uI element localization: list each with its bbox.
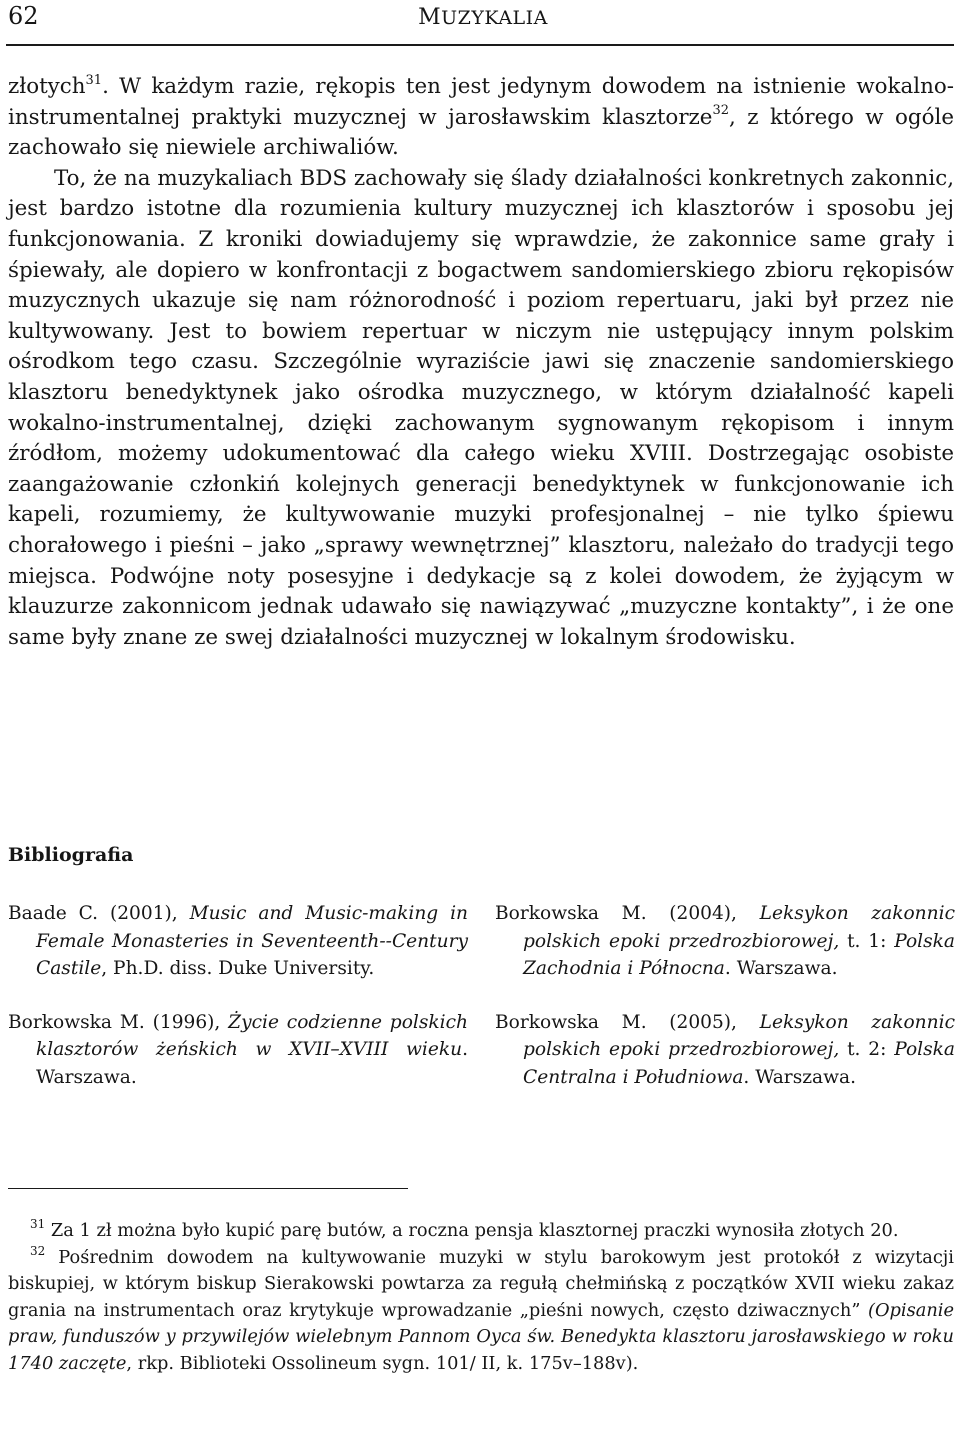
paragraph-2: To, że na muzykaliach BDS zachowały się ślady działalności konkretnych zakonnic, jest bardzo istotne dla rozumienia kultury muzycznej ich klasztorów i sposobu jej funkcjonowania. Z kroniki dowiadujemy się wprawdzie, że zakonnice same grały i śpiewały, ale dopiero w konfrontacji z bogactwem sandomierskiego zbioru rękopisów muzycznych ukazuje się nam różnorodność i poziom repertuaru, jaki był przez nie kultywowany. Jest to bowiem repertuar w niczym nie ustępujący innym polskim ośrodkom tego czasu. Szczególnie wyraziście jawi się znaczenie sandomierskiego klasztoru benedyktynek jako ośrodka muzycznego, w którym działalność kapeli wokalno-instrumentalnej, dzięki zachowanym sygnowanym rękopisom i innym źródłom, możemy udokumentować dla całego wieku XVIII. Dostrzegając osobiste zaangażowanie członkiń kolejnych generacji benedyktynek w funkcjonowanie ich kapeli, rozumiemy, że kultywowanie muzyki profesjonalnej – nie tylko śpiewu chorałowego i pieśni – jako „sprawy wewnętrznej” klasztoru, należało do tradycji tego miejsca. Podwójne noty posesyjne i dedykacje są z kolei dowodem, że żyjącym w klauzurze zakonnicom jednak udawało się nawiązywać „muzyczne kontakty”, i że one same były znane ze swej działalności muzycznej w lokalnym środowisku. <box>8 165 954 650</box>
bib-publication: , Ph.D. diss. Duke University. <box>101 958 375 980</box>
running-head-rest: UZYKALIA <box>441 7 548 29</box>
bibliography-heading: Bibliografia <box>8 844 134 866</box>
paragraph-1-part-c: , z którego w ogóle zachowało się niewiele archiwaliów. <box>8 104 954 161</box>
bib-volume: t. 1: <box>839 930 895 952</box>
running-head <box>8 6 958 30</box>
bib-title: Życie codzienne polskich klasztorów żeńskich w XVII–XVIII wieku <box>36 1011 468 1061</box>
footnote-number: 31 <box>30 1217 46 1232</box>
bib-author: Borkowska M. (1996), <box>8 1011 229 1033</box>
page-number: 62 <box>8 2 39 30</box>
bib-publication: . Warszawa. <box>724 958 838 980</box>
paragraph-1-part-b: . W każdym razie, rękopis ten jest jedynym dowodem na istnienie wokalno-instrumentalnej praktyki muzycznej w jarosławskim klasztorze <box>8 74 954 130</box>
footnote-rule <box>8 1188 408 1189</box>
footnote-text-end: , rkp. Biblioteki Ossolineum sygn. 101/ II, k. 175v–188v). <box>126 1352 639 1374</box>
bib-publication: . Warszawa. <box>36 1039 468 1088</box>
bib-volume: t. 2: <box>839 1039 895 1061</box>
body-text <box>8 72 954 653</box>
bib-author: Borkowska M. (2005), <box>495 1011 760 1033</box>
footnote-number: 32 <box>30 1243 46 1258</box>
paragraph-1-part-a: złotych <box>8 74 86 99</box>
footnote-text: Za 1 zł można było kupić parę butów, a roczna pensja klasztornej praczki wynosiła złotych 20. <box>45 1220 899 1241</box>
bib-entry <box>495 1009 955 1092</box>
bibliography-column-right <box>495 900 955 1118</box>
footnote-ref-32: 32 <box>712 103 730 119</box>
page-header <box>8 2 958 34</box>
bib-subtitle: Polska Zachodnia i Północna <box>523 930 955 980</box>
footnote-italic-title: (Opisanie praw, funduszów y przywilejów wielebnym Pannom Oyca św. Benedykta klasztoru jarosławskiego w roku 1740 zaczęte <box>8 1299 954 1374</box>
header-rule <box>6 44 954 46</box>
footnote-ref-31: 31 <box>85 72 103 88</box>
paragraph-1 <box>8 72 954 164</box>
bib-entry <box>495 900 955 983</box>
bib-author: Baade C. (2001), <box>8 903 190 924</box>
footnote-32 <box>8 1245 954 1378</box>
bib-entry <box>8 1009 468 1092</box>
footnote-31 <box>8 1218 954 1245</box>
bib-title: Music and Music-making in Female Monasteries in Seventeenth--Century Castile <box>36 903 469 980</box>
bib-author: Borkowska M. (2004), <box>495 903 760 924</box>
bib-subtitle: Polska Centralna i Południowa <box>523 1039 955 1088</box>
bib-title: Leksykon zakonnic polskich epoki przedrozbiorowej, <box>523 1011 955 1061</box>
bib-title: Leksykon zakonnic polskich epoki przedrozbiorowej, <box>523 903 955 952</box>
bibliography-column-left <box>8 900 468 1118</box>
footnote-text: Pośrednim dowodem na kultywowanie muzyki w stylu barokowym jest protokół z wizytacji biskupiej, w którym biskup Sierakowski powtarza za regułą chełmińską z początków XVII wieku zakaz grania na instrumentach oraz krytykuje wprowadzanie „pieśni nowych, często dziwacznych” <box>8 1246 954 1321</box>
bib-entry <box>8 900 468 983</box>
footnotes <box>8 1218 954 1378</box>
running-head-initial: M <box>418 5 442 30</box>
bib-publication: . Warszawa. <box>743 1066 857 1088</box>
